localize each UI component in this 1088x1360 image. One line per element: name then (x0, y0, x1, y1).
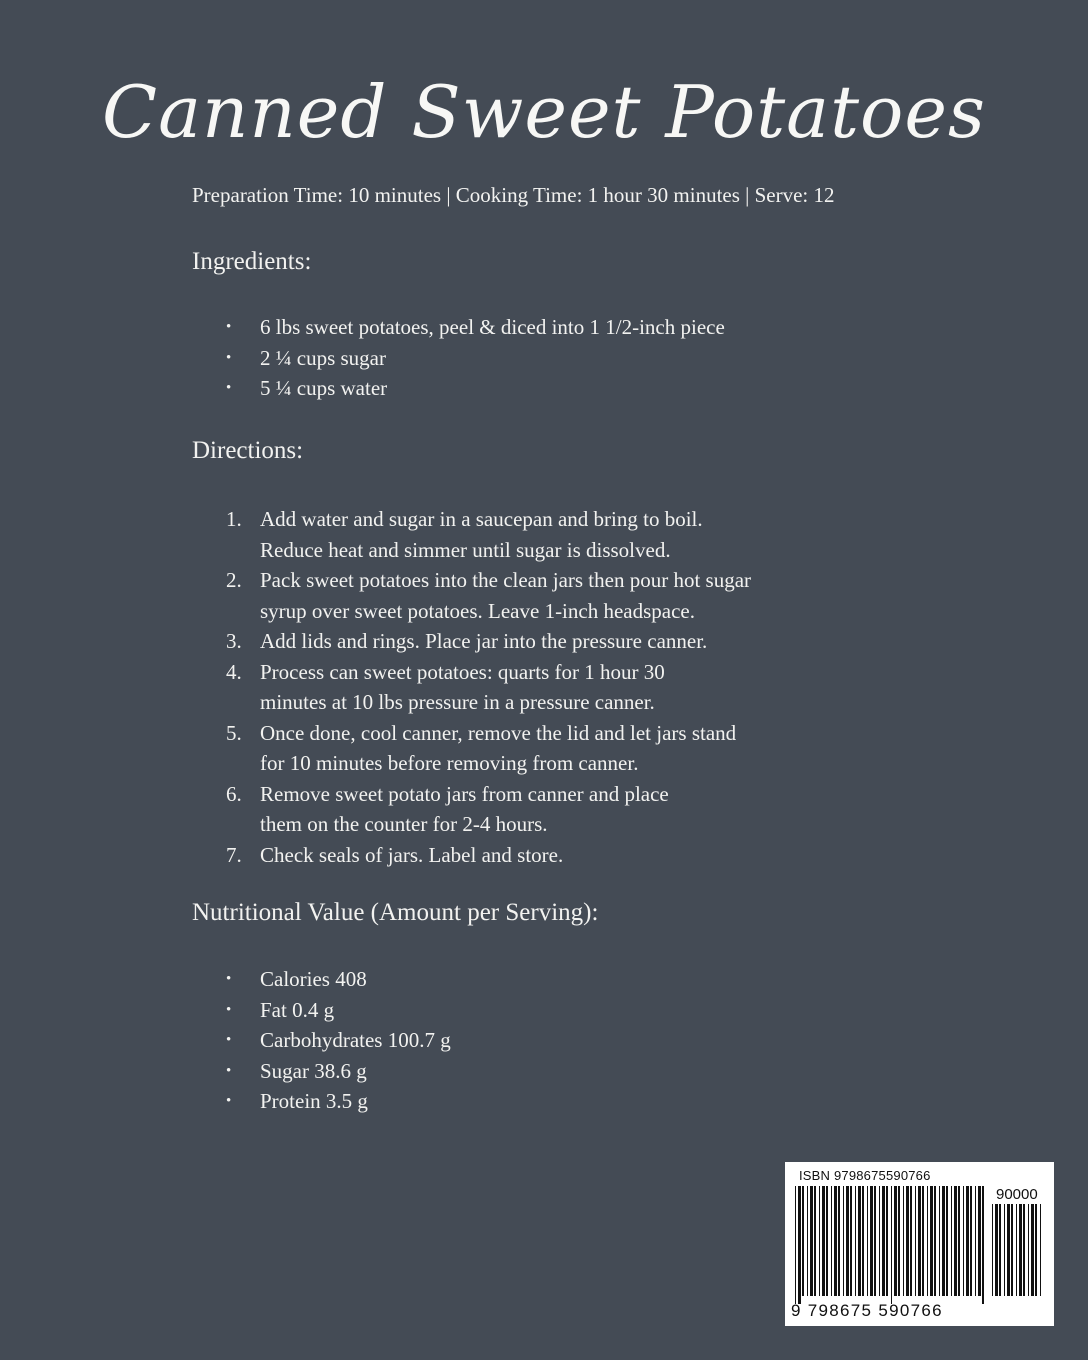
bullet-icon: • (226, 1001, 232, 1018)
bullet-icon: • (226, 1032, 232, 1048)
nutrition-text: Fat 0.4 g (260, 997, 335, 1022)
directions-list (0, 504, 751, 870)
direction-text: syrup over sweet potatoes. Leave 1-inch headspace. (260, 598, 695, 623)
isbn-label: ISBN 9798675590766 (799, 1168, 931, 1183)
ingredient-text: 2 ¼ cups sugar (260, 345, 386, 370)
bullet-icon: • (226, 349, 232, 366)
direction-line (0, 596, 751, 627)
directions-heading: Directions: (192, 437, 304, 464)
bullet-icon: • (226, 1093, 232, 1109)
direction-line (0, 840, 751, 871)
nutrition-list (0, 964, 451, 1117)
step-number: 4. (226, 659, 242, 684)
ingredient-text: 6 lbs sweet potatoes, peel & diced into 1 1/2-inch piece (260, 315, 725, 339)
direction-line (0, 718, 751, 749)
ingredients-heading: Ingredients: (192, 248, 312, 275)
nutrition-item (0, 1086, 451, 1117)
direction-line (0, 748, 751, 779)
nutrition-text: Protein 3.5 g (260, 1089, 368, 1113)
direction-line (0, 809, 751, 840)
direction-line (0, 565, 751, 596)
isbn-barcode (785, 1162, 1054, 1326)
nutrition-text: Calories 408 (260, 967, 367, 991)
direction-line (0, 687, 751, 718)
nutrition-item (0, 1056, 451, 1087)
step-number: 3. (226, 629, 242, 653)
direction-text: Process can sweet potatoes: quarts for 1 hour 30 (260, 659, 665, 684)
nutrition-text: Sugar 38.6 g (260, 1058, 367, 1083)
price-bars-icon (992, 1204, 1044, 1296)
direction-line (0, 657, 751, 688)
direction-text: Check seals of jars. Label and store. (260, 842, 564, 867)
step-number: 2. (226, 568, 242, 592)
step-number: 5. (226, 720, 242, 745)
barcode-digits: 9 798675 590766 (791, 1301, 943, 1320)
recipe-meta: Preparation Time: 10 minutes | Cooking Time: 1 hour 30 minutes | Serve: 12 (192, 183, 835, 207)
barcode-bars-icon (795, 1186, 987, 1304)
nutrition-item (0, 964, 451, 995)
ingredient-text: 5 ¼ cups water (260, 376, 388, 400)
bullet-icon: • (226, 319, 232, 335)
direction-text: Pack sweet potatoes into the clean jars then pour hot sugar (260, 568, 752, 592)
ingredients-list (0, 312, 725, 404)
nutrition-text: Carbohydrates 100.7 g (260, 1028, 451, 1052)
bullet-icon: • (226, 971, 232, 987)
direction-text: Once done, cool canner, remove the lid and let jars stand (260, 720, 737, 745)
price-code: 90000 (996, 1186, 1038, 1203)
bullet-icon: • (226, 380, 232, 396)
bullet-icon: • (226, 1062, 232, 1079)
nutrition-heading: Nutritional Value (Amount per Serving): (192, 899, 599, 926)
step-number: 6. (226, 781, 242, 806)
direction-text: Add water and sugar in a saucepan and bring to boil. (260, 507, 703, 531)
step-number: 1. (226, 507, 242, 531)
direction-line (0, 504, 751, 535)
ingredient-item (0, 373, 725, 404)
ingredient-item (0, 312, 725, 343)
direction-text: them on the counter for 2-4 hours. (260, 812, 548, 836)
direction-text: minutes at 10 lbs pressure in a pressure canner. (260, 690, 655, 714)
direction-line (0, 779, 751, 810)
nutrition-item (0, 1025, 451, 1056)
direction-line (0, 535, 751, 566)
direction-text: Remove sweet potato jars from canner and place (260, 781, 669, 806)
nutrition-item (0, 995, 451, 1026)
ingredient-item (0, 343, 725, 374)
recipe-title: Canned Sweet Potatoes (102, 70, 986, 154)
direction-text: for 10 minutes before removing from canner. (260, 751, 639, 775)
direction-line (0, 626, 751, 657)
direction-text: Add lids and rings. Place jar into the pressure canner. (260, 629, 708, 653)
step-number: 7. (226, 842, 242, 867)
direction-text: Reduce heat and simmer until sugar is dissolved. (260, 537, 671, 562)
